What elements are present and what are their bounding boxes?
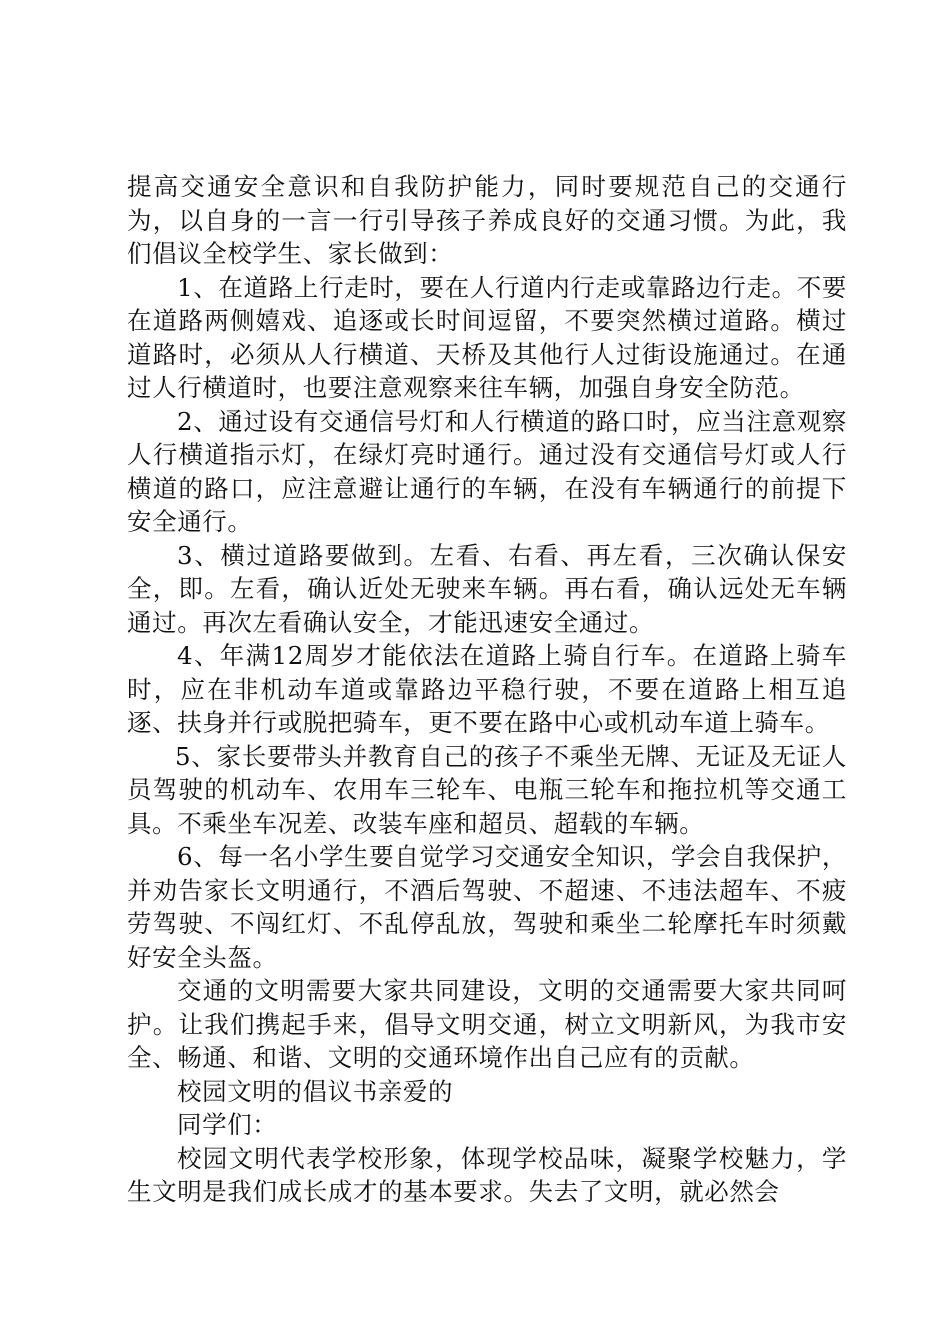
intro-paragraph: 提高交通安全意识和自我防护能力，同时要规范自己的交通行为，以自身的一言一行引导孩子养成良好的交通习惯。为此，我们倡议全校学生、家长做到： bbox=[127, 172, 847, 268]
item-1-paragraph: 1、在道路上行走时，要在人行道内行走或靠路边行走。不要在道路两侧嬉戏、追逐或长时间逗留，不要突然横过道路。横过道路时，必须从人行横道、天桥及其他行人过街设施通过。在通过人行横道时，也要注意观察来往车辆，加强自身安全防范。 bbox=[127, 272, 847, 402]
closing-paragraph: 交通的文明需要大家共同建设，文明的交通需要大家共同呵护。让我们携起手来，倡导文明交通，树立文明新风，为我市安全、畅通、和谐、文明的交通环境作出自己应有的贡献。 bbox=[127, 976, 847, 1072]
greeting-line: 同学们： bbox=[177, 1110, 278, 1139]
item-6-paragraph: 6、每一名小学生要自觉学习交通安全知识，学会自我保护，并劝告家长文明通行，不酒后驾驶、不超速、不违法超车、不疲劳驾驶、不闯红灯、不乱停乱放，驾驶和乘坐二轮摩托车时须戴好安全头盔。 bbox=[127, 842, 847, 972]
second-letter-body: 校园文明代表学校形象，体现学校品味，凝聚学校魅力，学生文明是我们成长成才的基本要求。失去了文明，就必然会 bbox=[127, 1143, 847, 1206]
document-body bbox=[127, 170, 847, 1209]
item-3-paragraph: 3、横过道路要做到。左看、右看、再左看，三次确认保安全，即。左看，确认近处无驶来车辆。再右看，确认远处无车辆通过。再次左看确认安全，才能迅速安全通过。 bbox=[127, 540, 847, 637]
item-2-paragraph: 2、通过设有交通信号灯和人行横道的路口时，应当注意观察人行横道指示灯，在绿灯亮时通行。通过没有交通信号灯或人行横道的路口，应注意避让通行的车辆，在没有车辆通行的前提下安全通行。 bbox=[127, 406, 847, 536]
item-5-paragraph: 5、家长要带头并教育自己的孩子不乘坐无牌、无证及无证人员驾驶的机动车、农用车三轮车、电瓶三轮车和拖拉机等交通工具。不乘坐车况差、改装车座和超员、超载的车辆。 bbox=[127, 741, 847, 838]
item-4-paragraph: 4、年满12周岁才能依法在道路上骑自行车。在道路上骑车时，应在非机动车道或靠路边平稳行驶，不要在道路上相互追逐、扶身并行或脱把骑车，更不要在路中心或机动车道上骑车。 bbox=[127, 641, 847, 737]
second-letter-title: 校园文明的倡议书亲爱的 bbox=[177, 1076, 454, 1106]
